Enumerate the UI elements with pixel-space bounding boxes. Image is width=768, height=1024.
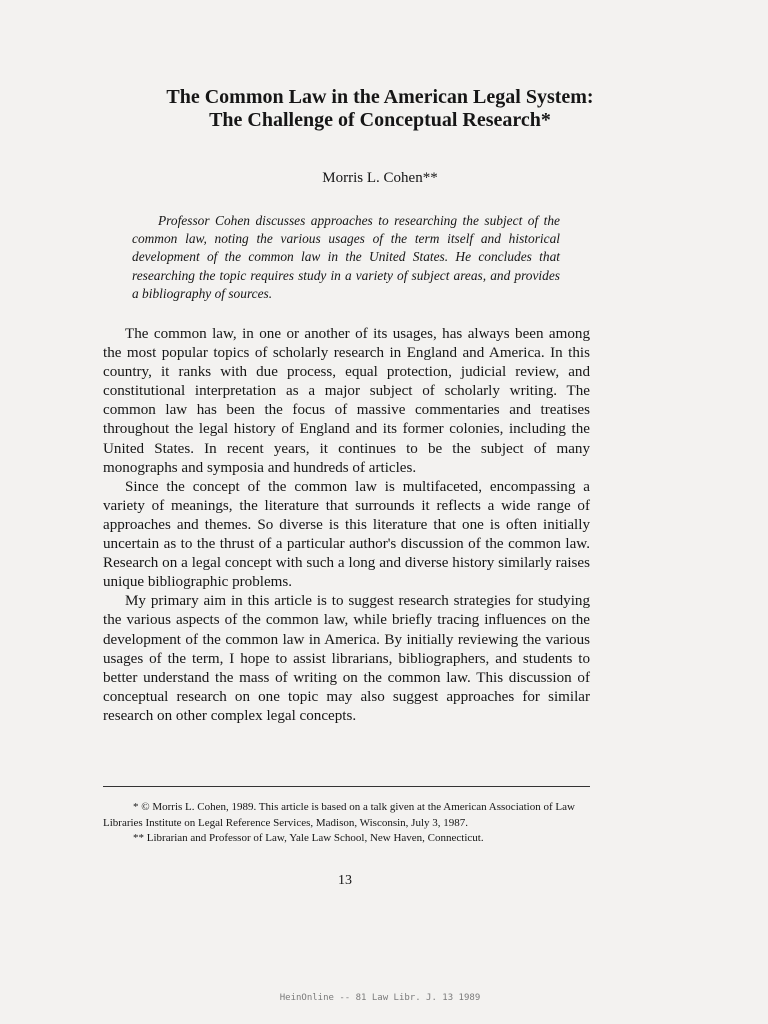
article-title-line2: The Challenge of Conceptual Research* [209, 109, 551, 131]
body-paragraph-3: My primary aim in this article is to suggest research strategies for studying the various aspects of the common law, while briefly tracing influences on the development of the common law in America. By initially reviewing the various usages of the term, I hope to assist librarians, bibliographers, and students to better understand the mass of writing on the common law. This discussion of conceptual research on one topic may also suggest approaches for similar research on other complex legal concepts. [103, 593, 590, 724]
footnote-divider [103, 786, 590, 787]
article-body [103, 325, 590, 726]
abstract: Professor Cohen discusses approaches to researching the subject of the common law, noting the various usages of the term itself and historical development of the common law in the United States. He concludes that researching the topic requires study in a variety of subject areas, and provides a bibliography of sources. [132, 213, 560, 301]
body-paragraph-1: The common law, in one or another of its usages, has always been among the most popular topics of scholarly research in England and America. In this country, it ranks with due process, equal protection, judicial review, and constitutional interpretation as a major subject of scholarly writing. The common law has been the focus of massive commentaries and treatises throughout the legal history of England and its former colonies, including the United States. In recent years, it continues to be the subject of many monographs and symposia and hundreds of articles. [103, 326, 590, 476]
article-title-line1: The Common Law in the American Legal System: [166, 86, 594, 108]
body-paragraph-2: Since the concept of the common law is multifaceted, encompassing a variety of meanings, the literature that surrounds it reflects a wide range of approaches and themes. So diverse is this literature that one is often initially uncertain as to the thrust of a particular author's discussion of the common law. Research on a legal concept with such a long and diverse history similarly raises unique bibliographic problems. [103, 478, 590, 591]
footnotes [103, 800, 590, 847]
source-footer: HeinOnline -- 81 Law Libr. J. 13 1989 [279, 993, 481, 1003]
page-number: 13 [338, 873, 352, 888]
author-byline: Morris L. Cohen** [322, 170, 438, 186]
footnote-2: ** Librarian and Professor of Law, Yale Law School, New Haven, Connecticut. [133, 832, 484, 845]
footnote-1: * © Morris L. Cohen, 1989. This article is based on a talk given at the American Association of Law Libraries Institute on Legal Reference Services, Madison, Wisconsin, July 3, 1987. [103, 801, 575, 829]
